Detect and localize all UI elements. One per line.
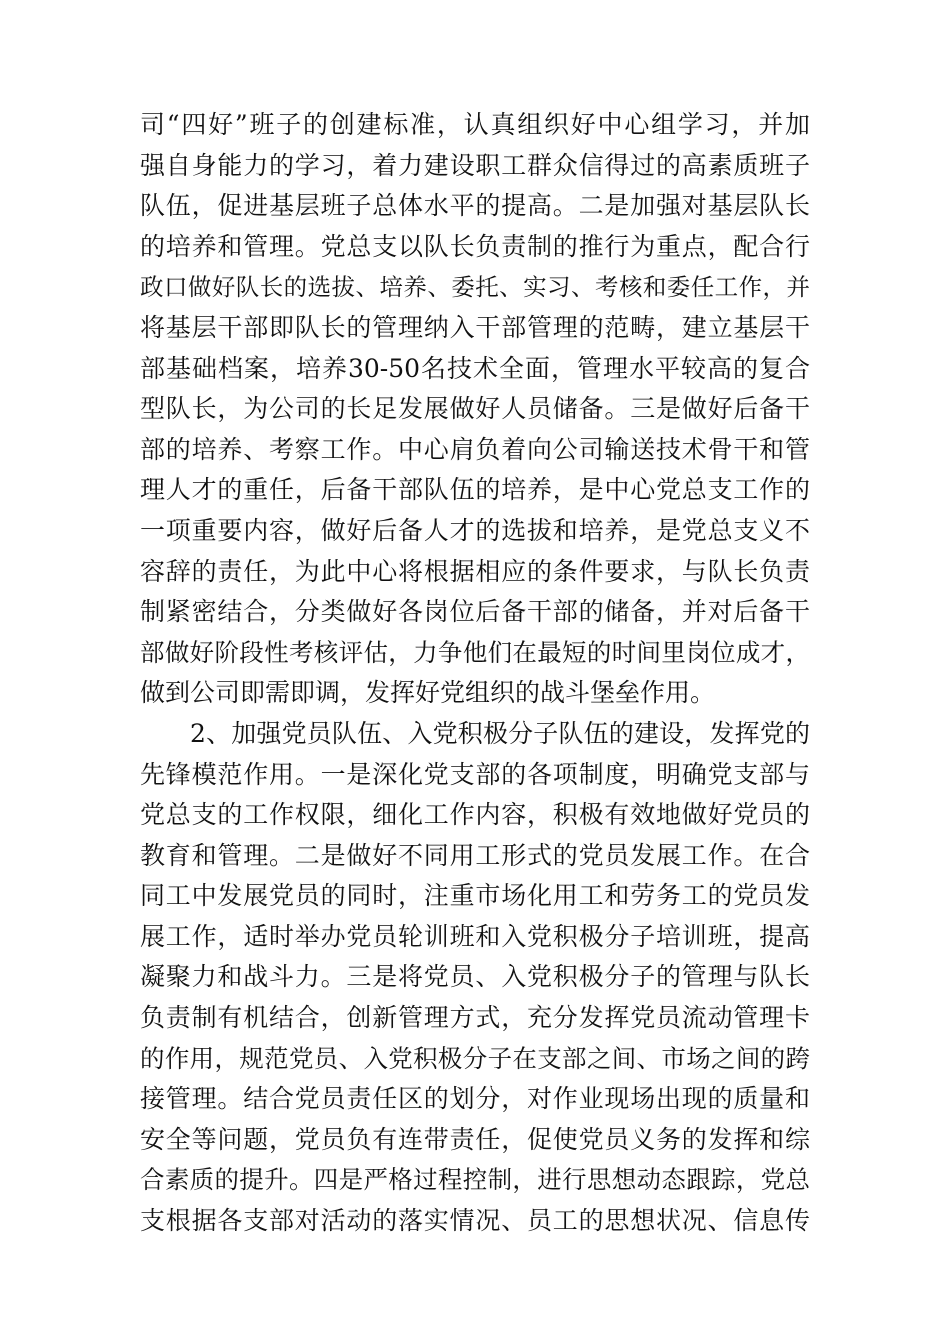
text-line: 先锋模范作用。一是深化党支部的各项制度，明确党支部与: [140, 759, 810, 789]
text-line: 强自身能力的学习，着力建设职工群众信得过的高素质班子: [140, 150, 810, 180]
text-line: 部的培养、考察工作。中心肩负着向公司输送技术骨干和管: [140, 434, 810, 464]
paragraph-end-line: 做到公司即需即调，发挥好党组织的战斗堡垒作用。: [140, 678, 716, 708]
text-line: 安全等问题，党员负有连带责任，促使党员义务的发挥和综: [140, 1124, 810, 1154]
text-line: 展工作，适时举办党员轮训班和入党积极分子培训班，提高: [140, 921, 810, 951]
text-line: 部做好阶段性考核评估，力争他们在最短的时间里岗位成才，: [140, 637, 810, 667]
text-line: 部基础档案，培养30-50名技术全面，管理水平较高的复合: [140, 353, 810, 383]
text-line: 一项重要内容，做好后备人才的选拔和培养，是党总支义不: [140, 515, 810, 545]
text-line: 理人才的重任，后备干部队伍的培养，是中心党总支工作的: [140, 475, 810, 505]
text-line: 型队长，为公司的长足发展做好人员储备。三是做好后备干: [140, 394, 810, 424]
text-line: 司“四好”班子的创建标准，认真组织好中心组学习，并加: [140, 110, 810, 139]
text-line: 容辞的责任，为此中心将根据相应的条件要求，与队长负责: [140, 556, 810, 586]
text-line: 的培养和管理。党总支以队长负责制的推行为重点，配合行: [140, 231, 810, 261]
text-line: 将基层干部即队长的管理纳入干部管理的范畴，建立基层干: [140, 312, 810, 342]
text-line: 教育和管理。二是做好不同用工形式的党员发展工作。在合: [140, 840, 810, 870]
text-line: 的作用，规范党员、入党积极分子在支部之间、市场之间的跨: [140, 1043, 810, 1073]
text-line: 党总支的工作权限，细化工作内容，积极有效地做好党员的: [140, 800, 810, 830]
text-line: 接管理。结合党员责任区的划分，对作业现场出现的质量和: [140, 1084, 810, 1114]
body-text: [140, 105, 810, 1242]
text-line: 同工中发展党员的同时，注重市场化用工和劳务工的党员发: [140, 881, 810, 911]
text-line: 队伍，促进基层班子总体水平的提高。二是加强对基层队长: [140, 191, 810, 221]
text-line: 合素质的提升。四是严格过程控制，进行思想动态跟踪，党总: [140, 1165, 810, 1195]
text-line: 制紧密结合，分类做好各岗位后备干部的储备，并对后备干: [140, 597, 810, 627]
text-line: 负责制有机结合，创新管理方式，充分发挥党员流动管理卡: [140, 1003, 810, 1033]
text-line: 凝聚力和战斗力。三是将党员、入党积极分子的管理与队长: [140, 962, 810, 992]
text-line: 支根据各支部对活动的落实情况、员工的思想状况、信息传: [140, 1206, 810, 1236]
text-line: 政口做好队长的选拔、培养、委托、实习、考核和委任工作，并: [140, 273, 810, 302]
paragraph-start-line: 2、加强党员队伍、入党积极分子队伍的建设，发挥党的: [190, 718, 810, 748]
